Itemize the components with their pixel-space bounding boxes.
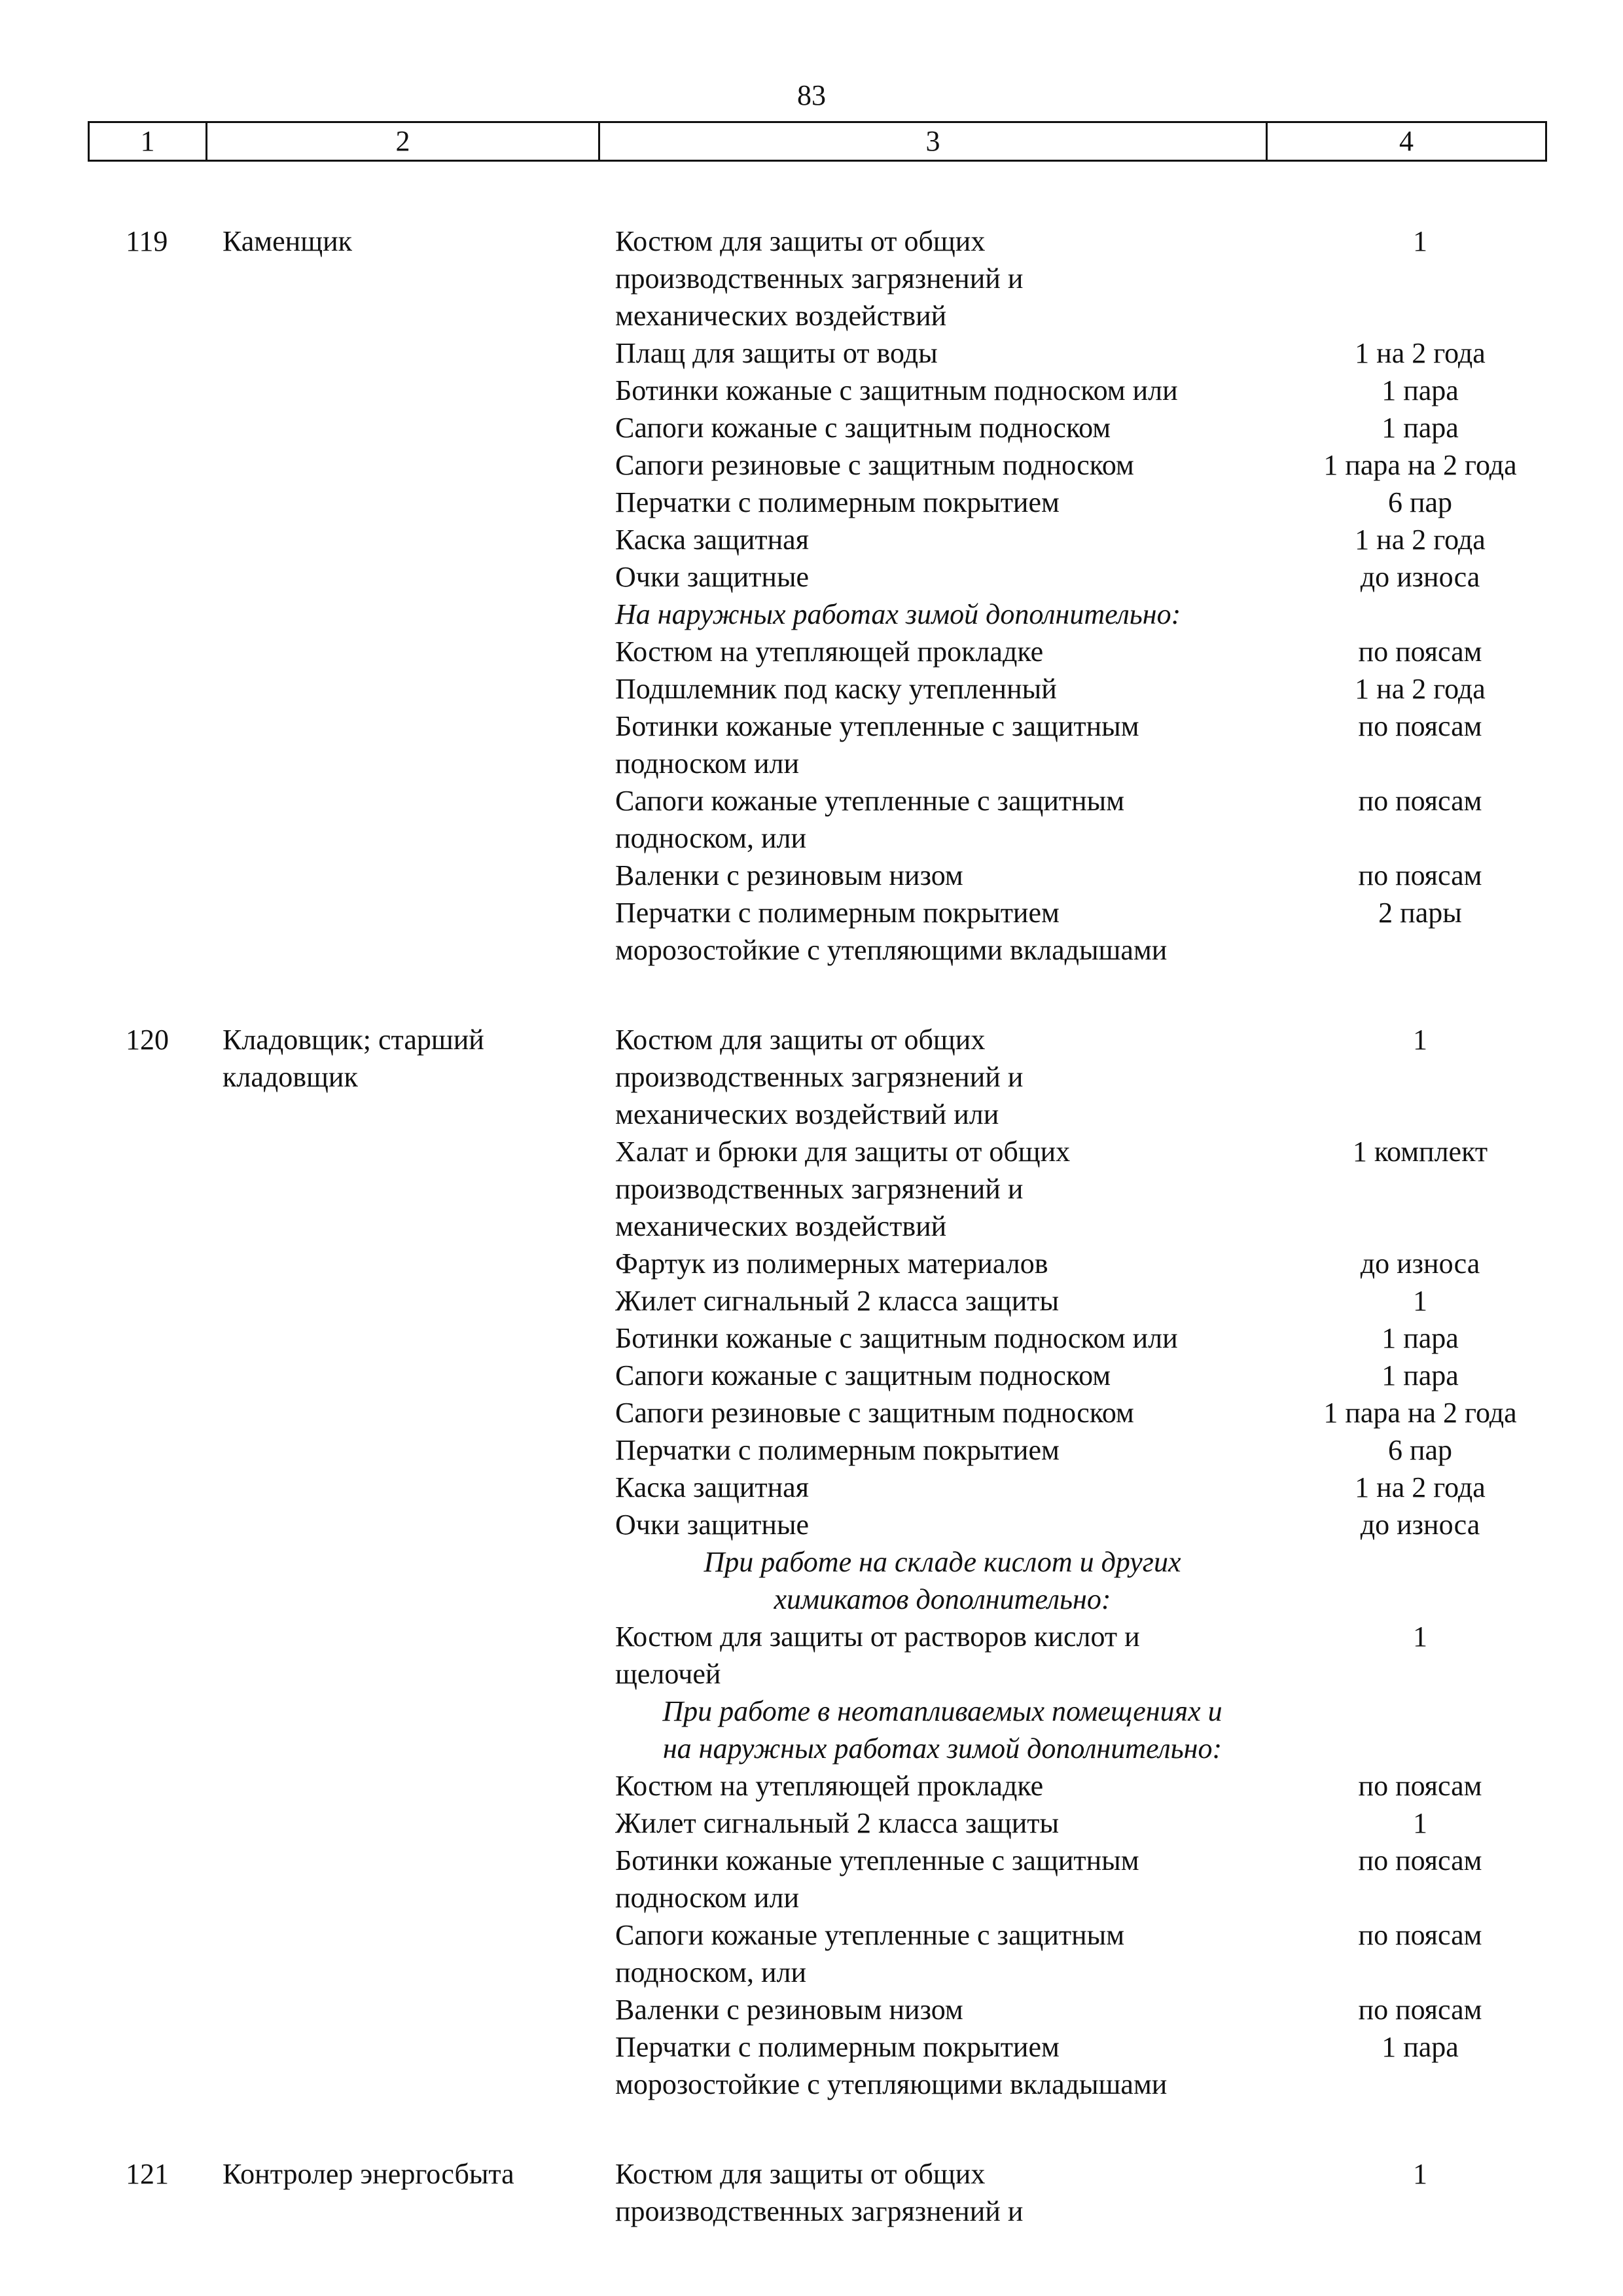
entry-number: 119 xyxy=(126,225,168,257)
ppe-item-quantity: 2 пары xyxy=(1378,897,1462,929)
ppe-item-quantity: 1 xyxy=(1413,2158,1427,2190)
ppe-item-name: Ботинки кожаные утепленные с защитным xyxy=(615,710,1139,742)
ppe-item-name: механических воздействий xyxy=(615,1210,947,1242)
ppe-item-name: морозостойкие с утепляющими вкладышами xyxy=(615,2068,1168,2100)
ppe-item-name: Сапоги кожаные утепленные с защитным xyxy=(615,785,1125,817)
ppe-item-name: Фартук из полимерных материалов xyxy=(615,1247,1048,1280)
ppe-item-name: механических воздействий или xyxy=(615,1098,999,1130)
ppe-item-name: Перчатки с полимерным покрытием xyxy=(615,897,1060,929)
entry-number: 121 xyxy=(126,2158,169,2190)
ppe-item-name: Валенки с резиновым низом xyxy=(615,1994,963,2026)
ppe-item-name: Костюм на утепляющей прокладке xyxy=(615,636,1044,668)
section-subheading: химикатов дополнительно: xyxy=(774,1583,1111,1615)
profession-name: кладовщик xyxy=(223,1061,358,1093)
column-header-1: 1 xyxy=(90,123,207,160)
ppe-item-name: производственных загрязнений и xyxy=(615,2195,1024,2227)
ppe-item-name: подноском, или xyxy=(615,1956,807,1988)
ppe-item-name: Ботинки кожаные утепленные с защитным xyxy=(615,1844,1139,1876)
column-header-3: 3 xyxy=(600,123,1268,160)
ppe-item-name: Костюм для защиты от общих xyxy=(615,225,986,257)
ppe-item-name: Валенки с резиновым низом xyxy=(615,859,963,891)
ppe-item-name: морозостойкие с утепляющими вкладышами xyxy=(615,934,1168,966)
ppe-item-name: подноском, или xyxy=(615,822,807,854)
section-subheading: При работе на складе кислот и других xyxy=(704,1546,1181,1578)
ppe-item-name: Костюм на утепляющей прокладке xyxy=(615,1770,1044,1802)
ppe-item-quantity: 1 комплект xyxy=(1352,1136,1488,1168)
ppe-item-name: Халат и брюки для защиты от общих xyxy=(615,1136,1071,1168)
ppe-item-name: Сапоги резиновые с защитным подноском xyxy=(615,1397,1134,1429)
ppe-item-name: Сапоги кожаные утепленные с защитным xyxy=(615,1919,1125,1951)
ppe-item-quantity: 1 на 2 года xyxy=(1355,673,1486,705)
profession-name: Кладовщик; старший xyxy=(223,1024,484,1056)
ppe-item-quantity: 6 пар xyxy=(1387,486,1453,518)
entry-number: 120 xyxy=(126,1024,169,1056)
ppe-item-quantity: по поясам xyxy=(1358,1994,1482,2026)
ppe-item-quantity: 1 xyxy=(1413,1285,1427,1317)
profession-name: Каменщик xyxy=(223,225,353,257)
ppe-item-name: Сапоги кожаные с защитным подноском xyxy=(615,412,1111,444)
ppe-item-quantity: 1 xyxy=(1413,225,1427,257)
ppe-item-name: производственных загрязнений и xyxy=(615,262,1024,295)
ppe-item-name: производственных загрязнений и xyxy=(615,1061,1024,1093)
ppe-item-quantity: 1 xyxy=(1413,1807,1427,1839)
ppe-item-name: механических воздействий xyxy=(615,300,947,332)
ppe-item-quantity: 1 пара на 2 года xyxy=(1323,1397,1517,1429)
ppe-item-quantity: до износа xyxy=(1360,561,1480,593)
ppe-item-name: Перчатки с полимерным покрытием xyxy=(615,486,1060,518)
ppe-item-name: Сапоги резиновые с защитным подноском xyxy=(615,449,1134,481)
column-header-4: 4 xyxy=(1399,125,1414,157)
ppe-item-name: Перчатки с полимерным покрытием xyxy=(615,2031,1060,2063)
profession-name: Контролер энергосбыта xyxy=(223,2158,514,2190)
ppe-item-quantity: 6 пар xyxy=(1387,1434,1453,1466)
ppe-item-name: Костюм для защиты от растворов кислот и xyxy=(615,1621,1140,1653)
section-subheading: При работе в неотапливаемых помещениях и xyxy=(662,1695,1222,1727)
ppe-item-quantity: до износа xyxy=(1360,1247,1480,1280)
section-subheading: на наружных работах зимой дополнительно: xyxy=(662,1732,1222,1765)
page-number: 83 xyxy=(797,79,826,111)
ppe-item-name: щелочей xyxy=(615,1658,721,1690)
ppe-item-quantity: по поясам xyxy=(1358,859,1482,891)
ppe-item-name: Каска защитная xyxy=(615,1471,809,1503)
ppe-item-name: Подшлемник под каску утепленный xyxy=(615,673,1057,705)
ppe-item-quantity: 1 пара xyxy=(1382,2031,1459,2063)
ppe-item-quantity: по поясам xyxy=(1358,710,1482,742)
column-header-row xyxy=(88,121,1547,162)
ppe-item-name: Жилет сигнальный 2 класса защиты xyxy=(615,1807,1060,1839)
ppe-item-name: Костюм для защиты от общих xyxy=(615,2158,986,2190)
ppe-item-name: производственных загрязнений и xyxy=(615,1173,1024,1205)
ppe-item-name: Перчатки с полимерным покрытием xyxy=(615,1434,1060,1466)
ppe-item-quantity: по поясам xyxy=(1358,1770,1482,1802)
ppe-item-name: Каска защитная xyxy=(615,524,809,556)
ppe-item-name: Костюм для защиты от общих xyxy=(615,1024,986,1056)
ppe-item-quantity: по поясам xyxy=(1358,636,1482,668)
ppe-item-name: подноском или xyxy=(615,1882,800,1914)
ppe-item-name: Очки защитные xyxy=(615,561,810,593)
ppe-item-name: Очки защитные xyxy=(615,1509,810,1541)
ppe-item-quantity: 1 пара xyxy=(1382,1359,1459,1391)
ppe-item-quantity: 1 на 2 года xyxy=(1355,337,1486,369)
ppe-item-name: Жилет сигнальный 2 класса защиты xyxy=(615,1285,1060,1317)
ppe-item-quantity: 1 пара xyxy=(1382,1322,1459,1354)
ppe-item-name: Сапоги кожаные с защитным подноском xyxy=(615,1359,1111,1391)
ppe-item-quantity: по поясам xyxy=(1358,1844,1482,1876)
ppe-item-quantity: по поясам xyxy=(1358,1919,1482,1951)
ppe-item-name: подноском или xyxy=(615,747,800,780)
ppe-item-quantity: 1 на 2 года xyxy=(1355,1471,1486,1503)
ppe-item-quantity: 1 пара xyxy=(1382,374,1459,406)
ppe-item-quantity: 1 пара xyxy=(1382,412,1459,444)
ppe-item-quantity: 1 xyxy=(1413,1024,1427,1056)
ppe-item-quantity: 1 xyxy=(1413,1621,1427,1653)
ppe-item-quantity: 1 пара на 2 года xyxy=(1323,449,1517,481)
ppe-item-quantity: до износа xyxy=(1360,1509,1480,1541)
ppe-item-quantity: по поясам xyxy=(1358,785,1482,817)
section-subheading: На наружных работах зимой дополнительно: xyxy=(615,598,1181,630)
ppe-item-name: Ботинки кожаные с защитным подноском или xyxy=(615,1322,1178,1354)
ppe-item-name: Ботинки кожаные с защитным подноском или xyxy=(615,374,1178,406)
ppe-item-name: Плащ для защиты от воды xyxy=(615,337,938,369)
column-header-2: 2 xyxy=(207,123,600,160)
ppe-item-quantity: 1 на 2 года xyxy=(1355,524,1486,556)
